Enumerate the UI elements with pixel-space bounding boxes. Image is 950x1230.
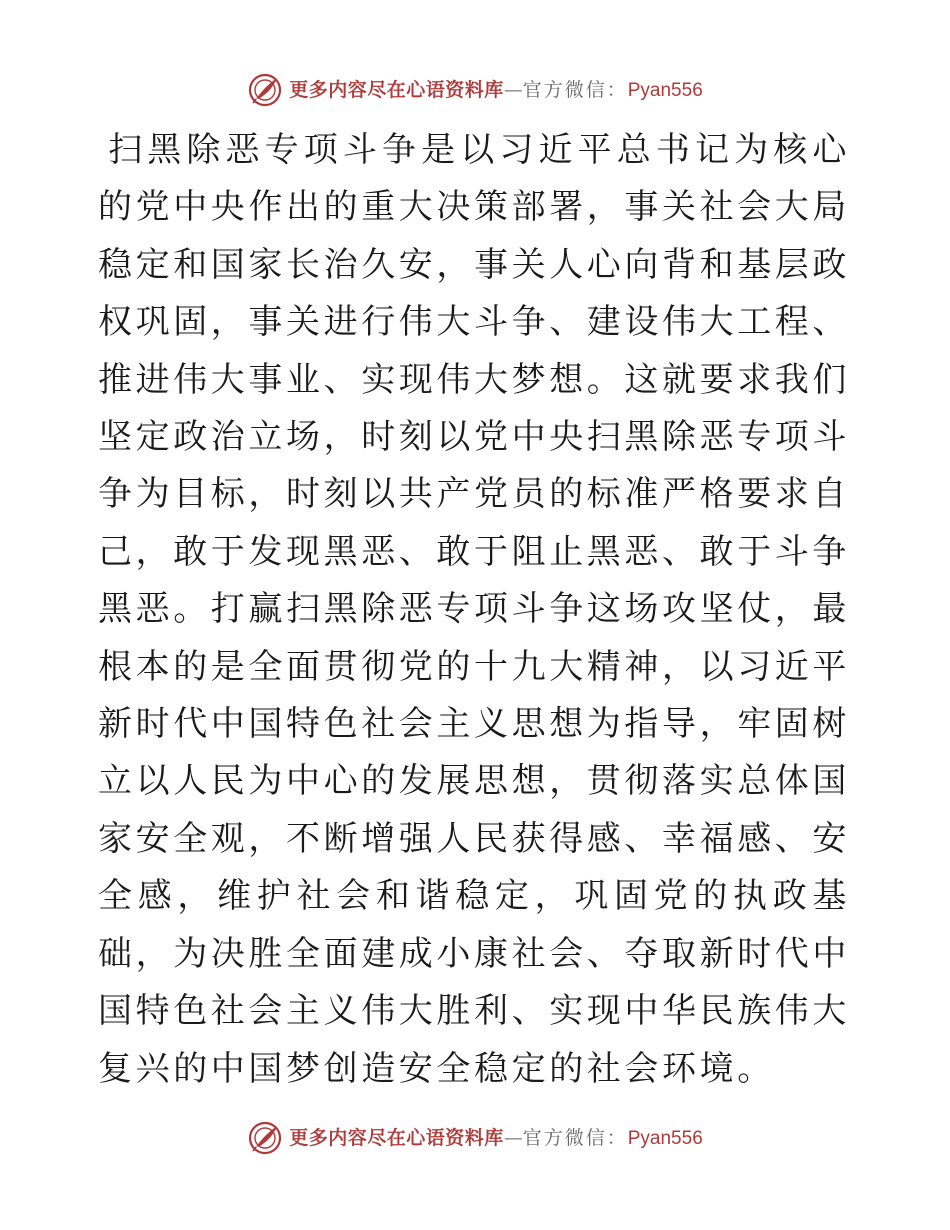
footer-banner — [0, 1116, 950, 1160]
quill-pen-logo-icon — [247, 72, 283, 108]
header-banner — [0, 68, 950, 112]
footer-separator: — — [503, 1126, 523, 1149]
footer-text — [289, 1126, 703, 1149]
quill-pen-logo-icon — [247, 1120, 283, 1156]
footer-brand: 更多内容尽在心语资料库 — [289, 1126, 504, 1149]
body-paragraph: 扫黑除恶专项斗争是以习近平总书记为核心的党中央作出的重大决策部署，事关社会大局稳定和国家长治久安，事关人心向背和基层政权巩固，事关进行伟大斗争、建设伟大工程、推进伟大事业、实现伟大梦想。这就要求我们坚定政治立场，时刻以党中央扫黑除恶专项斗争为目标，时刻以共产党员的标准严格要求自己，敢于发现黑恶、敢于阻止黑恶、敢于斗争黑恶。打赢扫黑除恶专项斗争这场攻坚仗，最根本的是全面贯彻党的十九大精神，以习近平新时代中国特色社会主义思想为指导，牢固树立以人民为中心的发展思想，贯彻落实总体国家安全观，不断增强人民获得感、幸福感、安全感，维护社会和谐稳定，巩固党的执政基础，为决胜全面建成小康社会、夺取新时代中国特色社会主义伟大胜利、实现中华民族伟大复兴的中国梦创造安全稳定的社会环境。 — [98, 130, 850, 1089]
footer-wechat-label: 官方微信： — [522, 1126, 628, 1149]
header-text — [289, 78, 703, 101]
header-wechat-label: 官方微信： — [522, 78, 628, 101]
footer-wechat-id: Pyan556 — [627, 1127, 703, 1149]
header-brand: 更多内容尽在心语资料库 — [289, 78, 504, 101]
header-wechat-id: Pyan556 — [627, 79, 703, 101]
header-separator: — — [503, 78, 523, 101]
